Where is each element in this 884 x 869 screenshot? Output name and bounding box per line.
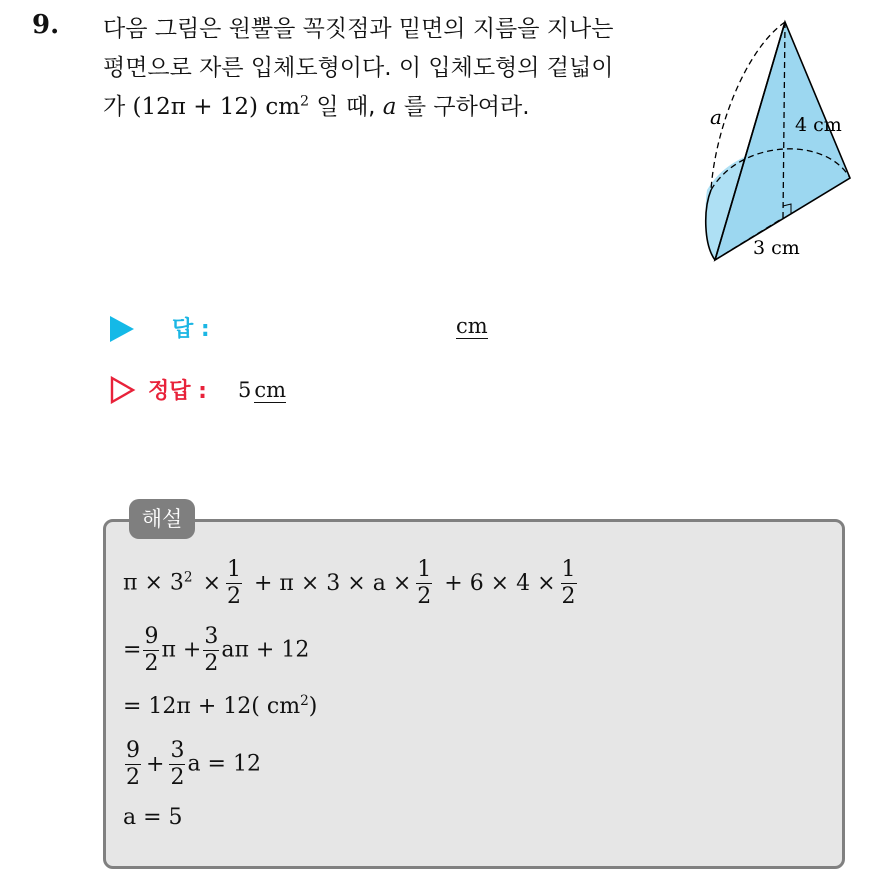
question-line-2: 평면으로 자른 입체도형이다. 이 입체도형의 겉넓이 [103, 55, 614, 81]
correct-answer-number: 5 [238, 378, 252, 402]
denominator: 2 [144, 651, 159, 676]
eq2-equals: = [123, 637, 142, 663]
fraction [561, 557, 577, 610]
surface-area-exponent: 2 [300, 93, 310, 110]
solution-line-1 [123, 557, 579, 610]
denominator: 2 [170, 765, 185, 790]
play-triangle-icon [110, 316, 134, 342]
fraction [226, 557, 242, 610]
question-number: 9. [32, 10, 60, 40]
fraction [125, 738, 141, 791]
outline-triangle-icon [110, 376, 136, 404]
numerator: 1 [417, 557, 432, 582]
variable-a: a [382, 94, 397, 120]
fraction [203, 624, 219, 677]
denominator: 2 [417, 584, 432, 609]
solution-line-5 [123, 805, 183, 830]
eq3-term-1: = 12π + 12( cm [123, 694, 301, 719]
denominator: 2 [561, 584, 576, 609]
label-radius: 3 cm [753, 237, 800, 259]
correct-answer-value [238, 378, 286, 403]
solution-line-4 [123, 738, 261, 791]
question-line-3-pre: 가 [103, 94, 126, 120]
eq1-exponent: 2 [183, 569, 193, 586]
numerator: 3 [170, 738, 185, 763]
numerator: 1 [227, 557, 241, 582]
eq2-term-2: aπ + 12 [221, 637, 310, 663]
answer-unit: cm [456, 314, 488, 338]
fraction [143, 624, 159, 677]
numerator: 1 [561, 557, 576, 582]
eq1-term-2: + π × 3 × a × [254, 570, 412, 596]
answer-label: 답 : [172, 317, 210, 342]
triangle-face [715, 22, 850, 260]
correct-answer-unit: cm [254, 378, 287, 402]
solution-line-2 [123, 624, 309, 677]
solution-tag: 해설 [129, 499, 195, 539]
numerator: 9 [126, 738, 140, 763]
eq1-term-1: π × 3 [123, 570, 184, 596]
denominator: 2 [126, 765, 140, 790]
label-a: a [710, 105, 722, 129]
question-line-3-post: 를 구하여라. [403, 94, 530, 120]
surface-area-expression [133, 94, 310, 120]
surface-area-value: (12π + 12) cm [132, 94, 301, 120]
half-cone-figure [695, 10, 875, 278]
denominator: 2 [204, 651, 219, 676]
numerator: 3 [204, 624, 219, 649]
fraction [416, 557, 432, 610]
numerator: 9 [144, 624, 159, 649]
question-line-1: 다음 그림은 원뿔을 꼭짓점과 밑면의 지름을 지나는 [103, 16, 614, 42]
eq3-exponent: 2 [300, 692, 309, 709]
fraction [169, 738, 185, 791]
solution-line-3 [123, 694, 317, 719]
eq2-term-1: π + [161, 637, 202, 663]
question-text [103, 10, 678, 127]
label-height: 4 cm [795, 114, 842, 136]
denominator: 2 [227, 584, 241, 609]
eq5-result: a = 5 [123, 805, 183, 830]
correct-answer-label: 정답 : [148, 379, 207, 404]
question-line-3 [103, 88, 678, 127]
eq1-term-3: + 6 × 4 × [444, 570, 556, 596]
eq4-term: a = 12 [187, 751, 261, 777]
eq3-close: ) [308, 694, 318, 719]
eq4-plus: + [146, 751, 165, 777]
eq1-times: × [202, 570, 221, 596]
question-line-3-mid: 일 때, [316, 94, 376, 120]
